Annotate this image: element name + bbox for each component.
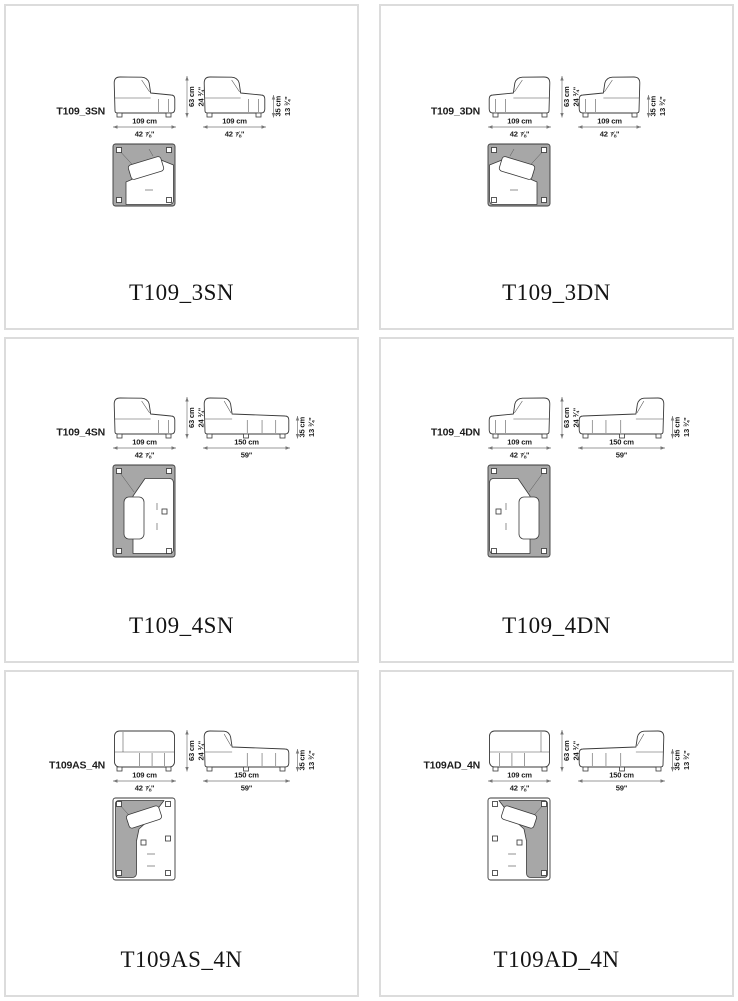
right-elevation-view	[204, 398, 289, 438]
dim-label: 109 cm	[507, 770, 532, 780]
left-elevation-view	[489, 398, 550, 438]
left-elevation-view	[579, 77, 640, 117]
dim-label: 63 cm	[562, 407, 571, 429]
dim-label: 63 cm	[187, 407, 196, 429]
dim-label: 24 ¾"	[196, 87, 206, 107]
model-caption: T109_3DN	[502, 280, 611, 305]
dim-label: 35 cm	[273, 95, 283, 117]
vertical-dimension	[560, 397, 580, 439]
dim-label: 13 ¾"	[682, 750, 691, 770]
right-elevation-view	[579, 398, 664, 438]
dim-label: 24 ¾"	[571, 408, 581, 428]
dim-label: 109 cm	[132, 116, 157, 126]
horizontal-dimension	[203, 438, 290, 460]
vertical-dimension	[296, 416, 316, 439]
dim-label: 59"	[615, 450, 628, 460]
horizontal-dimension	[113, 438, 176, 460]
model-code: T109_3SN	[56, 105, 105, 118]
left-elevation-view	[115, 731, 175, 771]
vertical-dimension	[185, 397, 205, 439]
dim-label: 24 ¾"	[196, 741, 206, 761]
vertical-dimension	[185, 730, 205, 772]
dim-label: 13 ¾"	[283, 96, 292, 116]
technical-drawing	[382, 377, 730, 607]
product-cell	[4, 4, 359, 330]
dim-label: 13 ¾"	[658, 96, 667, 116]
plan-view	[488, 144, 550, 206]
dim-label: 13 ¾"	[307, 417, 316, 437]
dim-label: 109 cm	[132, 770, 157, 780]
dim-label: 42 ⅞"	[224, 129, 245, 139]
model-code: T109_4DN	[430, 426, 480, 439]
product-cell	[379, 670, 734, 997]
horizontal-dimension	[578, 771, 665, 793]
horizontal-dimension	[488, 438, 551, 460]
right-elevation-view	[204, 731, 289, 771]
horizontal-dimension	[578, 117, 641, 139]
vertical-dimension	[560, 730, 580, 772]
model-caption: T109AD_4N	[493, 947, 620, 972]
right-elevation-view	[579, 731, 664, 771]
dim-label: 150 cm	[234, 437, 259, 447]
dim-label: 109 cm	[507, 437, 532, 447]
dim-label: 150 cm	[609, 770, 634, 780]
vertical-dimension	[185, 76, 205, 118]
dim-label: 109 cm	[507, 116, 532, 126]
technical-drawing	[382, 710, 730, 940]
dim-label: 42 ⅞"	[134, 450, 155, 460]
product-cell	[4, 670, 359, 997]
model-caption: T109_3SN	[129, 280, 234, 305]
dim-label: 42 ⅞"	[509, 129, 530, 139]
dim-label: 42 ⅞"	[134, 129, 155, 139]
horizontal-dimension	[113, 771, 176, 793]
technical-drawing	[7, 44, 355, 274]
dim-label: 63 cm	[562, 86, 571, 108]
model-code: T109AD_4N	[423, 759, 480, 772]
model-caption: T109_4DN	[502, 613, 611, 638]
plan-view	[113, 465, 175, 557]
technical-drawing	[382, 44, 730, 274]
plan-view	[488, 798, 550, 880]
dim-label: 109 cm	[597, 116, 622, 126]
dim-label: 63 cm	[187, 86, 196, 108]
horizontal-dimension	[488, 771, 551, 793]
model-caption: T109_4SN	[129, 613, 234, 638]
horizontal-dimension	[113, 117, 176, 139]
dim-label: 63 cm	[187, 740, 196, 762]
vertical-dimension	[272, 95, 292, 118]
dim-label: 42 ⅞"	[509, 783, 530, 793]
vertical-dimension	[560, 76, 580, 118]
technical-drawing	[7, 377, 355, 607]
dim-label: 109 cm	[132, 437, 157, 447]
dim-label: 35 cm	[648, 95, 658, 117]
plan-view	[488, 465, 550, 557]
plan-view	[113, 798, 175, 880]
dim-label: 150 cm	[609, 437, 634, 447]
dim-label: 109 cm	[222, 116, 247, 126]
left-elevation-view	[114, 398, 175, 438]
dim-label: 13 ¾"	[682, 417, 691, 437]
dim-label: 35 cm	[672, 416, 682, 438]
dim-label: 59"	[240, 450, 253, 460]
product-cell	[379, 337, 734, 663]
product-cell	[4, 337, 359, 663]
horizontal-dimension	[203, 771, 290, 793]
dim-label: 63 cm	[562, 740, 571, 762]
dim-label: 42 ⅞"	[134, 783, 155, 793]
dim-label: 42 ⅞"	[509, 450, 530, 460]
left-elevation-view	[490, 731, 550, 771]
dim-label: 13 ¾"	[307, 750, 316, 770]
product-cell	[379, 4, 734, 330]
dim-label: 150 cm	[234, 770, 259, 780]
model-caption: T109AS_4N	[120, 947, 243, 972]
model-code: T109_3DN	[430, 105, 480, 118]
dim-label: 24 ¾"	[196, 408, 206, 428]
dim-label: 35 cm	[672, 749, 682, 771]
vertical-dimension	[671, 416, 691, 439]
horizontal-dimension	[203, 117, 266, 139]
plan-view	[113, 144, 175, 206]
vertical-dimension	[296, 749, 316, 772]
vertical-dimension	[671, 749, 691, 772]
technical-drawing	[7, 710, 355, 940]
left-elevation-view	[204, 77, 265, 117]
left-elevation-view	[114, 77, 175, 117]
dim-label: 42 ⅞"	[599, 129, 620, 139]
dim-label: 35 cm	[297, 416, 307, 438]
dim-label: 59"	[240, 783, 253, 793]
vertical-dimension	[647, 95, 667, 118]
horizontal-dimension	[578, 438, 665, 460]
model-code: T109AS_4N	[49, 759, 105, 772]
dim-label: 24 ¾"	[571, 87, 581, 107]
dim-label: 24 ¾"	[571, 741, 581, 761]
dim-label: 35 cm	[297, 749, 307, 771]
model-code: T109_4SN	[56, 426, 105, 439]
dim-label: 59"	[615, 783, 628, 793]
left-elevation-view	[489, 77, 550, 117]
horizontal-dimension	[488, 117, 551, 139]
